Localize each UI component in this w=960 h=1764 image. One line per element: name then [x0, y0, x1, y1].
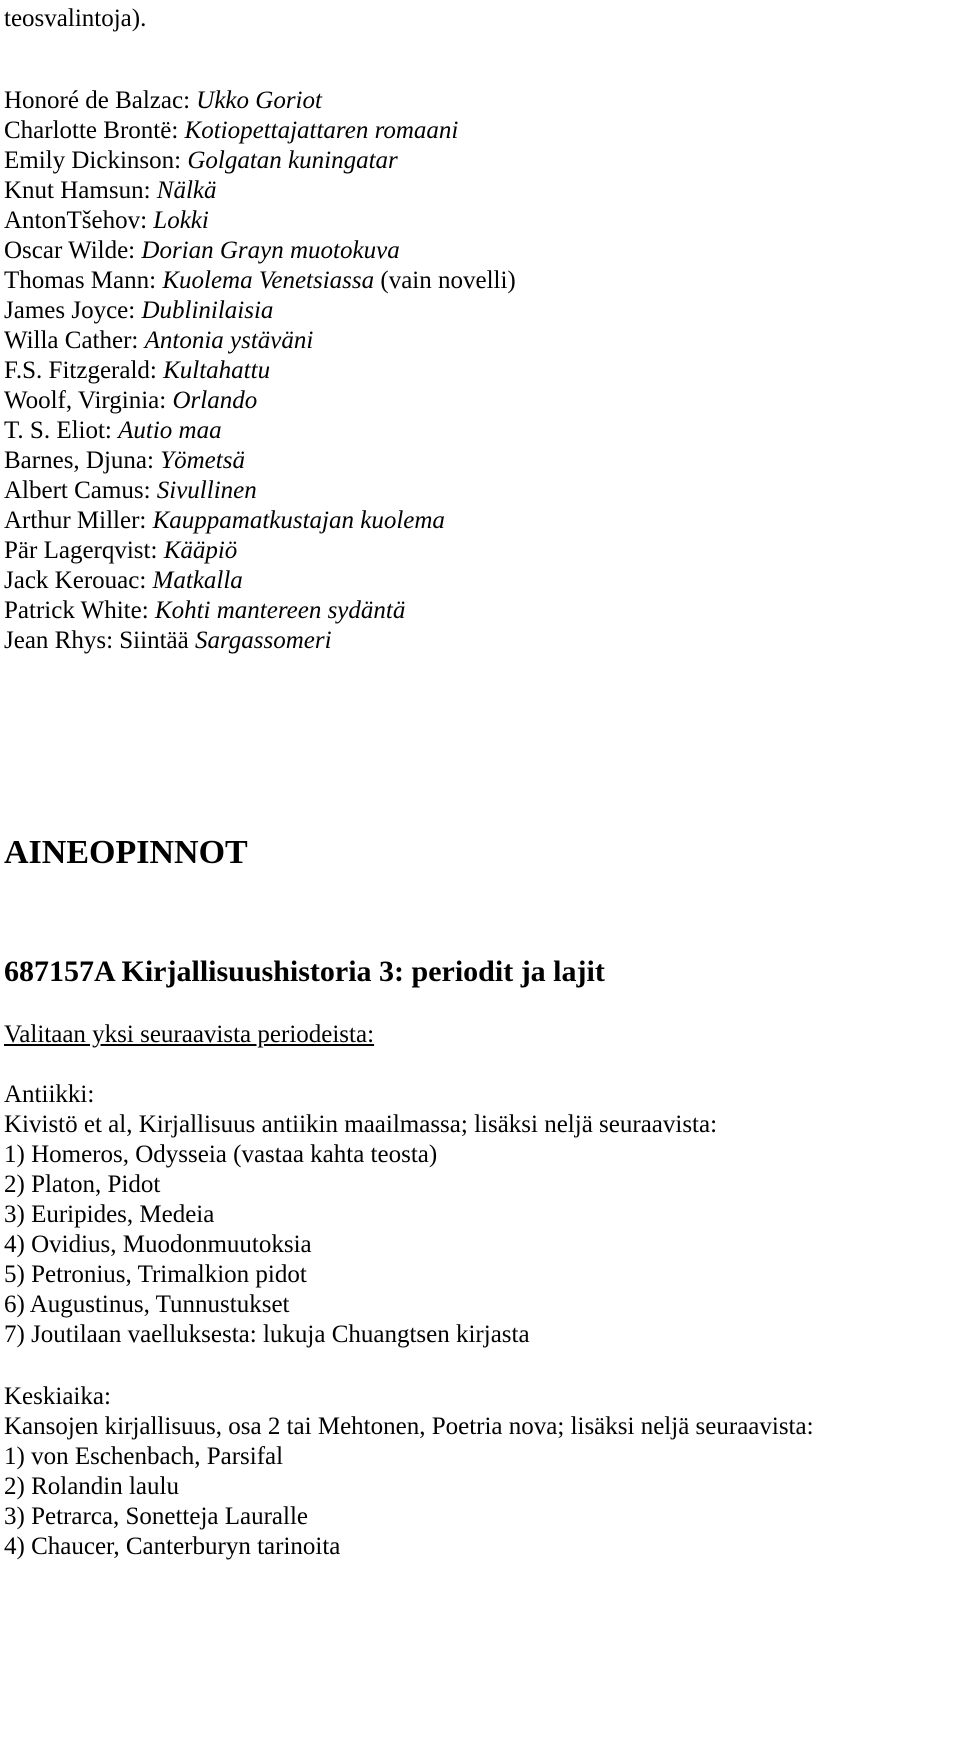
author: AntonTšehov: — [4, 207, 154, 234]
list-item — [4, 358, 270, 383]
author: Albert Camus: — [4, 477, 157, 504]
author: Arthur Miller: — [4, 507, 153, 534]
period-intro: Kivistö et al, Kirjallisuus antiikin maailmassa; lisäksi neljä seuraavista: — [4, 1111, 718, 1138]
work-title: Kotiopettajattaren romaani — [184, 117, 459, 144]
period-intro: Kansojen kirjallisuus, osa 2 tai Mehtonen, Poetria nova; lisäksi neljä seuraavista: — [4, 1413, 814, 1440]
period-label-antiquity: Antiikki: — [4, 1081, 95, 1108]
author: Emily Dickinson: — [4, 147, 188, 174]
course-heading: 687157A Kirjallisuushistoria 3: periodit ja lajit — [4, 955, 605, 988]
author: T. S. Eliot: — [4, 417, 119, 444]
work-title: Kohti mantereen sydäntä — [154, 597, 406, 624]
list-item: 5) Petronius, Trimalkion pidot — [4, 1261, 307, 1288]
list-item — [4, 328, 313, 353]
list-item: 6) Augustinus, Tunnustukset — [4, 1291, 290, 1318]
list-item — [4, 448, 245, 473]
list-item: 4) Ovidius, Muodonmuutoksia — [4, 1231, 312, 1258]
list-item — [4, 118, 458, 143]
author: Barnes, Djuna: — [4, 447, 161, 474]
work-title: Golgatan kuningatar — [187, 147, 398, 174]
list-item — [4, 418, 222, 443]
work-title: Yömetsä — [160, 447, 245, 474]
work-title: Kuolema Venetsiassa — [162, 267, 375, 294]
list-item — [4, 178, 217, 203]
list-item: 2) Platon, Pidot — [4, 1171, 161, 1198]
work-title: Sivullinen — [156, 477, 257, 504]
list-item: 1) Homeros, Odysseia (vastaa kahta teosta) — [4, 1141, 438, 1168]
list-item — [4, 238, 400, 263]
author: Jean Rhys: Siintää — [4, 627, 195, 654]
top-fragment: teosvalintoja). — [4, 5, 147, 32]
work-title: Nälkä — [156, 177, 217, 204]
list-item — [4, 148, 398, 173]
list-item — [4, 388, 257, 413]
author: F.S. Fitzgerald: — [4, 357, 164, 384]
list-item: 1) von Eschenbach, Parsifal — [4, 1443, 284, 1470]
list-item: 3) Euripides, Medeia — [4, 1201, 215, 1228]
work-title: Orlando — [172, 387, 258, 414]
author: Jack Kerouac: — [4, 567, 153, 594]
list-item: 2) Rolandin laulu — [4, 1473, 179, 1500]
list-item: Thomas Mann: Kuolema Venetsiassa (vain novelli) — [4, 267, 516, 294]
author: Pär Lagerqvist: — [4, 537, 164, 564]
author: Patrick White: — [4, 597, 155, 624]
list-item — [4, 598, 405, 623]
list-item — [4, 88, 322, 113]
work-title: Ukko Goriot — [196, 87, 322, 114]
work-title: Kultahattu — [163, 357, 271, 384]
list-item: 4) Chaucer, Canterburyn tarinoita — [4, 1533, 341, 1560]
author: Oscar Wilde: — [4, 237, 142, 264]
author: Knut Hamsun: — [4, 177, 157, 204]
list-item: 3) Petrarca, Sonetteja Lauralle — [4, 1503, 309, 1530]
work-title: Sargassomeri — [194, 627, 332, 654]
work-title: Antonia ystäväni — [144, 327, 314, 354]
work-title: Dublinilaisia — [141, 297, 274, 324]
work-title: Kauppamatkustajan kuolema — [152, 507, 445, 534]
work-title: Lokki — [153, 207, 209, 234]
list-item — [4, 208, 209, 233]
author: James Joyce: — [4, 297, 142, 324]
section-heading: AINEOPINNOT — [4, 834, 248, 871]
author: Willa Cather: — [4, 327, 145, 354]
author: Woolf, Virginia: — [4, 387, 173, 414]
work-title: Dorian Grayn muotokuva — [141, 237, 400, 264]
work-title: Matkalla — [152, 567, 243, 594]
list-item — [4, 628, 332, 653]
list-item — [4, 298, 273, 323]
author: Honoré de Balzac: — [4, 87, 197, 114]
period-label-middle-ages: Keskiaika: — [4, 1383, 111, 1410]
list-item — [4, 508, 445, 533]
list-item — [4, 538, 237, 563]
list-item — [4, 478, 257, 503]
instruction-text: Valitaan yksi seuraavista periodeista: — [4, 1021, 375, 1048]
list-item: 7) Joutilaan vaelluksesta: lukuja Chuangtsen kirjasta — [4, 1321, 530, 1348]
author: Thomas Mann: — [4, 267, 163, 294]
author: Charlotte Brontë: — [4, 117, 185, 144]
work-title: Autio maa — [118, 417, 222, 444]
work-title: Kääpiö — [163, 537, 238, 564]
list-item — [4, 568, 243, 593]
